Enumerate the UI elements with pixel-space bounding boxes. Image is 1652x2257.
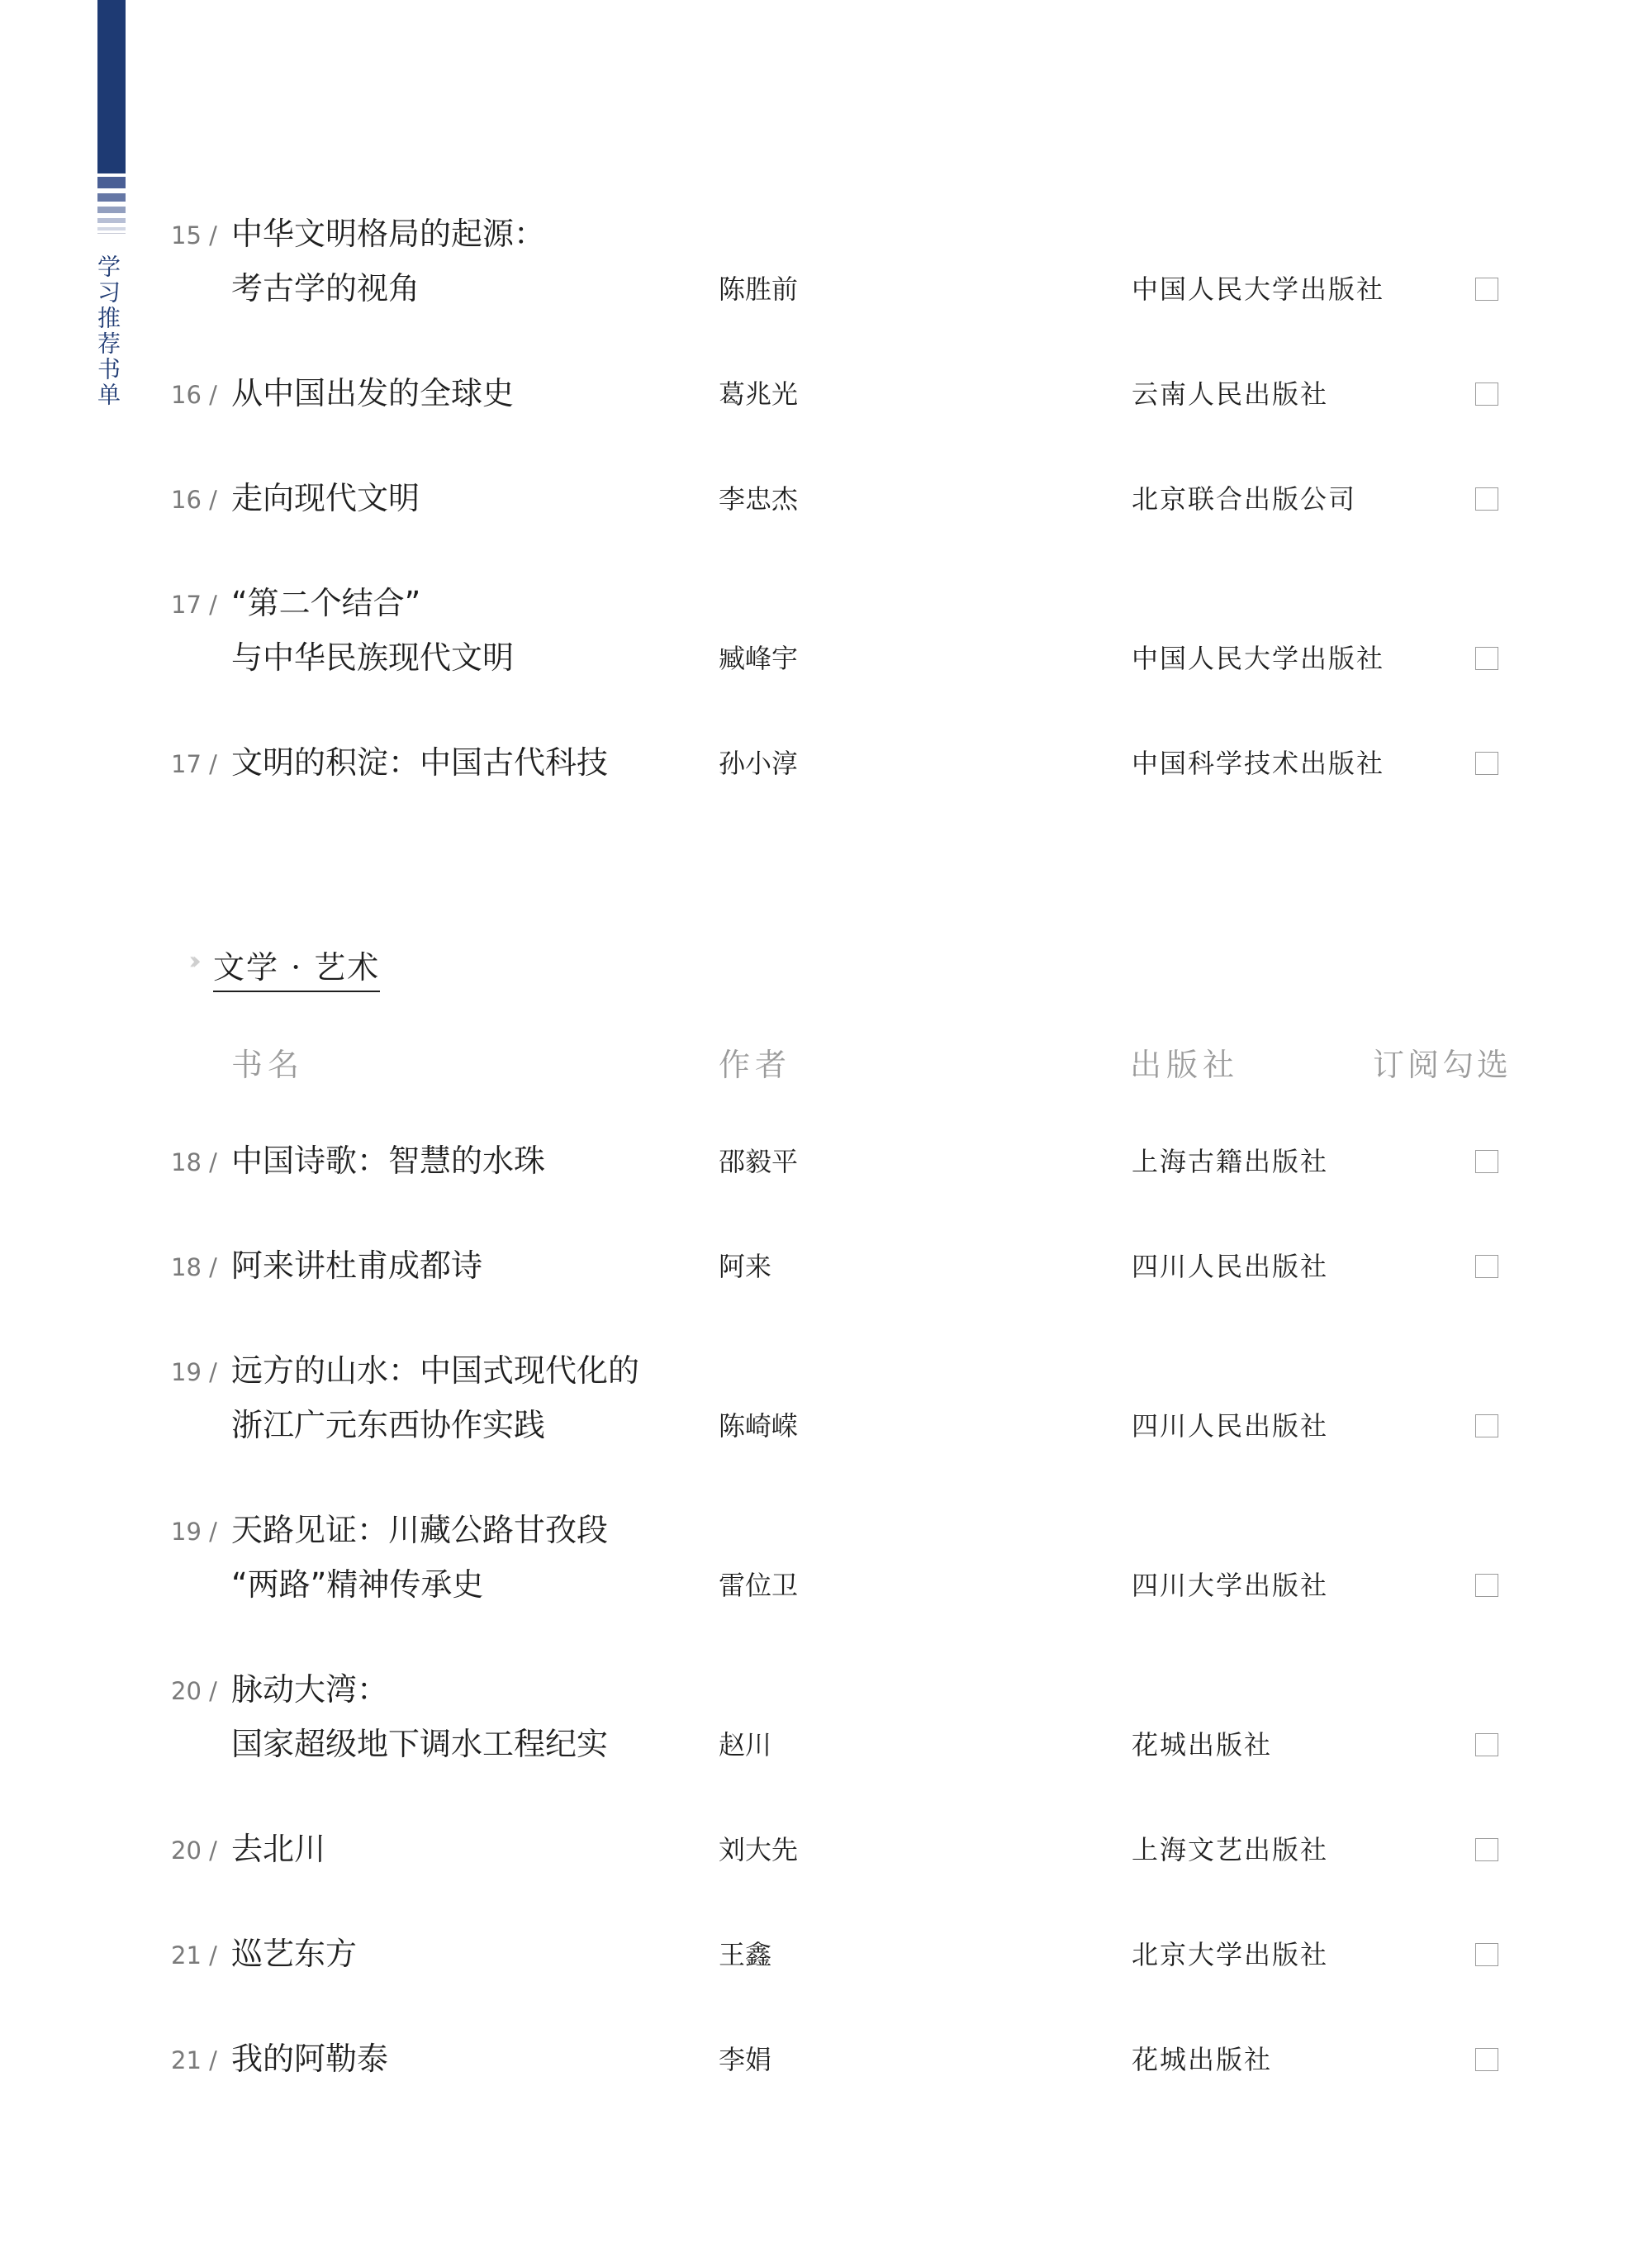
book-title-line1: 巡艺东方 [231, 1936, 358, 1972]
book-author: 刘大先 [719, 1834, 799, 1865]
book-author: 孙小淳 [719, 748, 799, 779]
book-title-line1: 去北川 [231, 1831, 326, 1867]
book-number: 21 / [171, 1941, 217, 1970]
side-tab-stripe [97, 177, 126, 188]
side-tab-bar [97, 0, 126, 173]
subscribe-checkbox[interactable] [1475, 2048, 1498, 2071]
subscribe-checkbox[interactable] [1475, 278, 1498, 301]
book-number: 21 / [171, 2046, 217, 2074]
side-tab-stripe [97, 218, 126, 223]
subscribe-checkbox[interactable] [1475, 1838, 1498, 1861]
book-number: 17 / [171, 591, 217, 619]
book-author: 雷位卫 [719, 1570, 799, 1601]
header-author: 作者 [719, 1047, 792, 1083]
book-number: 20 / [171, 1836, 217, 1865]
chevron-icon: ››› [188, 947, 193, 976]
book-title-line1: 中华文明格局的起源： [231, 216, 546, 252]
book-title-line1: 远方的山水：中国式现代化的 [231, 1352, 640, 1389]
book-publisher: 上海古籍出版社 [1132, 1146, 1329, 1177]
book-publisher: 北京大学出版社 [1132, 1939, 1329, 1970]
book-title-line1: 阿来讲杜甫成都诗 [231, 1247, 483, 1284]
book-publisher: 云南人民出版社 [1132, 378, 1329, 410]
side-tab-stripe [97, 193, 126, 202]
book-author: 陈崎嵘 [719, 1410, 799, 1442]
book-author: 邵毅平 [719, 1146, 799, 1177]
subscribe-checkbox[interactable] [1475, 1150, 1498, 1173]
book-title-line1: 天路见证：川藏公路甘孜段 [231, 1512, 609, 1548]
book-title-line1: 从中国出发的全球史 [231, 375, 515, 411]
book-title-line2: 浙江广元东西协作实践 [231, 1407, 546, 1443]
book-title-line2: “两路”精神传承史 [231, 1566, 484, 1603]
book-number: 20 / [171, 1677, 217, 1705]
book-title-line1: 我的阿勒泰 [231, 2041, 389, 2077]
book-publisher: 中国人民大学出版社 [1132, 273, 1385, 305]
book-number: 18 / [171, 1253, 217, 1281]
header-publisher: 出版社 [1130, 1047, 1240, 1083]
book-number: 19 / [171, 1358, 217, 1386]
book-publisher: 中国科学技术出版社 [1132, 748, 1385, 779]
subscribe-checkbox[interactable] [1475, 1574, 1498, 1597]
book-author: 王鑫 [719, 1939, 772, 1970]
book-author: 阿来 [719, 1251, 772, 1282]
subscribe-checkbox[interactable] [1475, 1943, 1498, 1966]
book-author: 李忠杰 [719, 483, 799, 515]
book-title-line2: 考古学的视角 [231, 270, 420, 306]
book-number: 16 / [171, 381, 217, 409]
side-tab-stripe [97, 207, 126, 213]
book-title-line2: 与中华民族现代文明 [231, 639, 515, 676]
book-title-line1: 文明的积淀：中国古代科技 [231, 744, 609, 781]
book-number: 18 / [171, 1148, 217, 1176]
header-subscribe: 订阅勾选 [1373, 1047, 1512, 1083]
book-title-line1: 走向现代文明 [231, 480, 420, 516]
book-number: 17 / [171, 750, 217, 778]
side-tab-divider [97, 233, 126, 234]
book-author: 李娟 [719, 2044, 772, 2075]
book-number: 16 / [171, 486, 217, 514]
book-author: 葛兆光 [719, 378, 799, 410]
book-publisher: 北京联合出版公司 [1132, 483, 1357, 515]
subscribe-checkbox[interactable] [1475, 1733, 1498, 1756]
book-title-line1: 中国诗歌：智慧的水珠 [231, 1143, 546, 1179]
book-publisher: 四川人民出版社 [1132, 1251, 1329, 1282]
side-tab-stripe [97, 227, 126, 230]
book-publisher: 四川大学出版社 [1132, 1570, 1329, 1601]
subscribe-checkbox[interactable] [1475, 383, 1498, 406]
book-number: 15 / [171, 221, 217, 249]
book-publisher: 花城出版社 [1132, 2044, 1273, 2075]
book-author: 赵川 [719, 1729, 772, 1760]
book-title-line1: 脉动大湾： [231, 1671, 389, 1708]
header-title: 书名 [231, 1047, 305, 1083]
book-author: 臧峰宇 [719, 643, 799, 674]
book-number: 19 / [171, 1518, 217, 1546]
book-author: 陈胜前 [719, 273, 799, 305]
subscribe-checkbox[interactable] [1475, 487, 1498, 511]
book-publisher: 花城出版社 [1132, 1729, 1273, 1760]
section-title: 文学 · 艺术 [213, 942, 380, 992]
subscribe-checkbox[interactable] [1475, 1255, 1498, 1278]
side-label: 学习推荐书单 [94, 254, 121, 408]
book-title-line1: “第二个结合” [231, 585, 421, 621]
subscribe-checkbox[interactable] [1475, 1414, 1498, 1437]
book-publisher: 上海文艺出版社 [1132, 1834, 1329, 1865]
book-publisher: 中国人民大学出版社 [1132, 643, 1385, 674]
book-publisher: 四川人民出版社 [1132, 1410, 1329, 1442]
subscribe-checkbox[interactable] [1475, 647, 1498, 670]
subscribe-checkbox[interactable] [1475, 752, 1498, 775]
book-title-line2: 国家超级地下调水工程纪实 [231, 1726, 609, 1762]
